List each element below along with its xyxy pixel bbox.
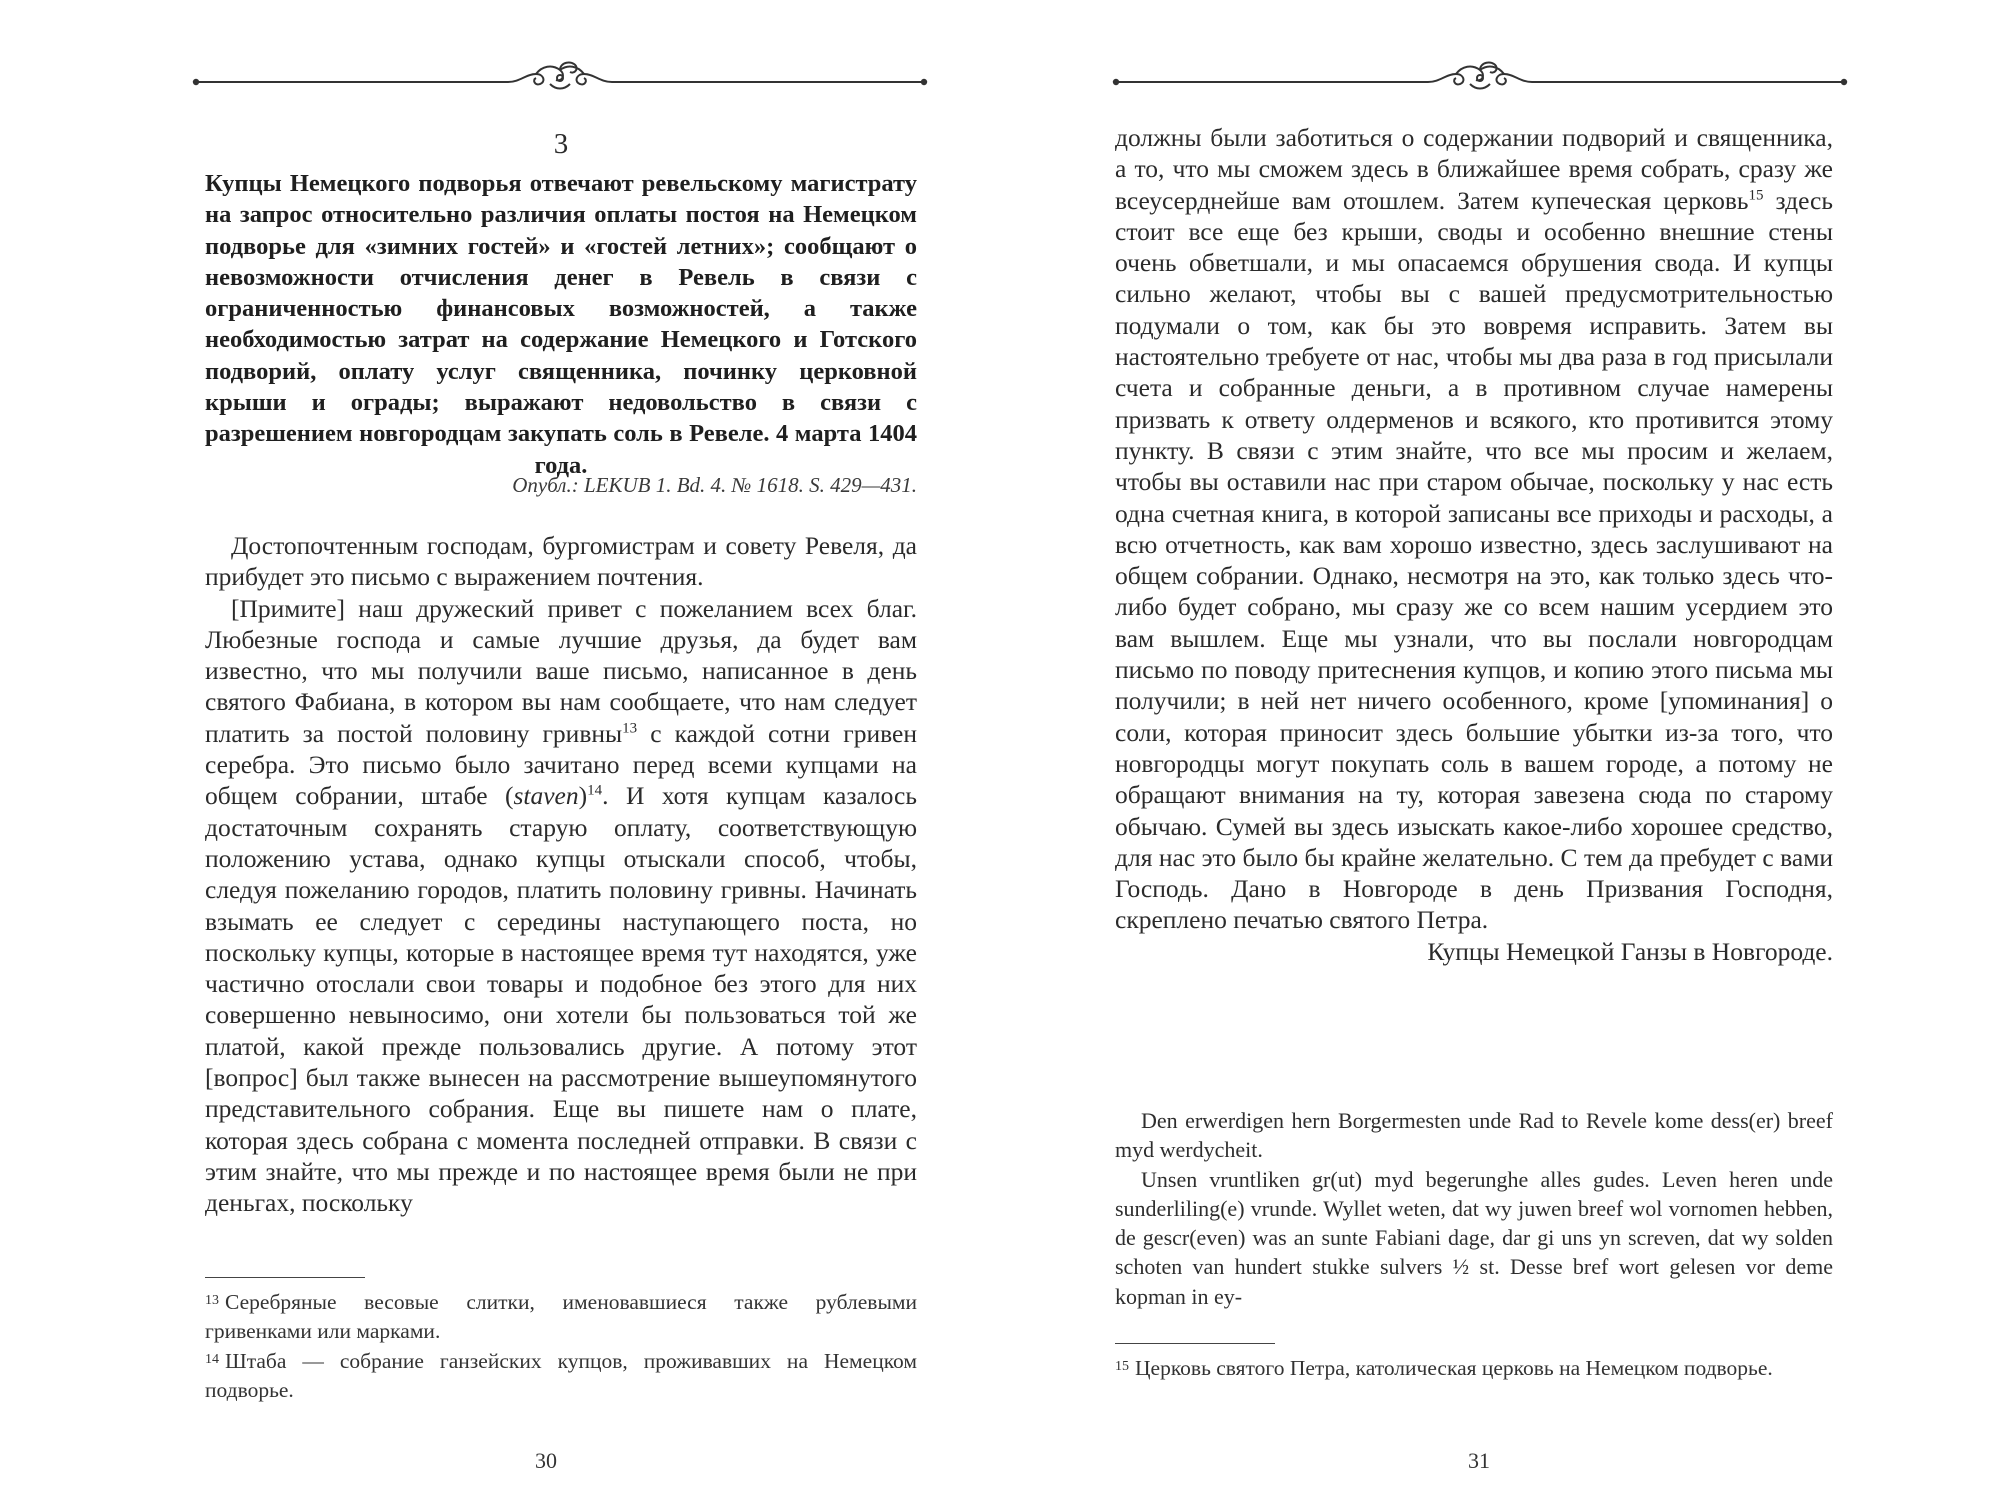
left-paragraph-1: Достопочтенным господам, бургомистрам и совету Ревеля, да прибудет это письмо с выражением почтения. [205,531,917,592]
left-paragraph-2-part-c: ) [578,781,588,811]
left-body-text [205,530,917,1219]
right-footnotes [1115,1354,1833,1383]
document-number: 3 [553,128,569,160]
footnote-15-number: 15 [1115,1359,1129,1374]
left-page-number: 30 [535,1448,557,1473]
header-ornament-right [1110,56,1850,100]
publication-source: Опубл.: LEKUB 1. Bd. 4. № 1618. S. 429—431. [512,473,917,497]
footnote-13 [205,1288,917,1345]
footnote-15-text: Церковь святого Петра, католическая церковь на Немецком подворье. [1135,1356,1773,1380]
footnote-ref-13[interactable]: 13 [622,720,638,737]
left-paragraph-2-staven: staven [513,781,579,811]
footnote-14-text: Штаба — собрание ганзейских купцов, проживавших на Немецком подворье. [205,1349,917,1402]
footnote-ref-14[interactable]: 14 [587,782,603,799]
left-footnote-rule [205,1277,365,1278]
original-text-paragraph-1: Den erwerdigen hern Borgermesten unde Rad to Revele kome dess(er) breef myd werdycheit. [1115,1108,1833,1163]
right-paragraph-1-part-b: здесь стоит все еще без крыши, своды и особенно внешние стены очень обветшали, и мы опасаемся обрушения свода. И купцы сильно желают, чтобы вы с вашей предусмотрительностью подумали о том, как бы это вовремя исправить. Затем вы настоятельно требуете от нас, чтобы мы два раза в год присылали счета и собранные деньги, а в противном случае намерены призвать к ответу олдерменов и всякого, кто противится этому пункту. В связи с этим знайте, что все мы просим и желаем, чтобы вы оставили нас при старом обычае, поскольку у нас есть одна счетная книга, в которой записаны все приходы и расходы, а всю отчетность, как вам хорошо известно, здесь заслушивают на общем собрании. Однако, несмотря на это, как только здесь что-либо будет собрано, мы сразу же со всем нашим усердием это вам вышлем. Еще мы узнали, что вы послали новгородцам письмо по поводу притеснения купцов, и копию этого письма мы получили; в ней нет ничего особенного, кроме [упоминания] о соли, которая приносит здесь большие убытки из-за того, что новгородцы могут покупать соль в вашем городе, а потому не обращают внимания на ту, которая завезена сюда по старому обычаю. Сумей вы здесь изыскать какое-либо хорошее средство, для нас это было бы крайне желательно. С тем да пребудет с вами Господь. Дано в Новгороде в день Призвания Господня, скреплено печатью святого Петра. [1115,185,1833,935]
footnote-14-number: 14 [205,1352,219,1367]
left-paragraph-2-part-b: с каждой сотни гривен серебра. Это письмо было зачитано перед всеми купцами на общем собрании, штабе ( [205,718,917,811]
right-paragraph-1 [1115,122,1833,936]
left-paragraph-2 [205,593,917,1219]
left-footnotes [205,1288,917,1404]
footnote-ref-15[interactable]: 15 [1748,187,1764,204]
signature-line: Купцы Немецкой Ганзы в Новгороде. [1427,936,1833,966]
footnote-15 [1115,1354,1833,1383]
left-paragraph-2-part-d: . И хотя купцам казалось достаточным сохранять старую оплату, соответствующую положению устава, однако купцы отыскали способ, чтобы, следуя пожеланию городов, платить половину гривны. Начинать взымать ее следует с середины наступающего поста, но поскольку купцы, которые в настоящее время тут находятся, уже частично отослали свои товары и подобное без этого для них совершенно невыносимо, они хотели бы пользоваться той же платой, какой прежде пользовались другие. А потому этот [вопрос] был также вынесен на рассмотрение вышеупомянутого представительного собрания. Еще вы пишете нам о плате, которая здесь собрана с момента последней отправки. В связи с этим знайте, что мы прежде и по настоящее время были не при деньгах, поскольку [205,781,917,1218]
left-paragraph-2-part-a: [Примите] наш дружеский привет с пожеланием всех благ. Любезные господа и самые лучшие друзья, да будет вам известно, что мы получили ваше письмо, написанное в день святого Фабиана, в котором вы нам сообщаете, что нам следует платить за постой половину гривны [205,593,917,748]
right-page-number: 31 [1468,1448,1490,1473]
right-body-text [1115,122,1833,967]
right-paragraph-1-part-a: должны были заботиться о содержании подворий и священника, а то, что мы сможем здесь в ближайшее время собрать, сразу же всеусерднейше вам отошлем. Затем купеческая церковь [1115,123,1833,215]
right-footnote-rule [1115,1343,1275,1344]
right-page [1000,0,2000,1507]
footnote-14 [205,1347,917,1404]
original-text-paragraph-2: Unsen vruntliken gr(ut) myd begerunghe alles gudes. Leven heren unde sunderliling(e) vrunde. Wyllet weten, dat wy juwen breef wol vornomen hebben, de gescr(even) was an sunte Fabiani dage, dar gi uns yn screven, dat wy solden schoten van hundert stukke sulvers ½ st. Desse bref wort gelesen vor deme kopman in ey- [1115,1166,1833,1309]
document-heading: Купцы Немецкого подворья отвечают ревельскому магистрату на запрос относительно различия оплаты постоя на Немецком подворье для «зимних гостей» и «гостей летних»; сообщают о невозможности отчисления денег в Ревель в связи с ограниченностью финансовых возможностей, а также необходимостью затрат на содержание Немецкого и Готского подворий, оплату услуг священника, починку церковной крыши и ограды; выражают недовольство в связи с разрешением новгородцам закупать соль в Ревеле. 4 марта 1404 года. [205,170,917,479]
footnote-13-text: Серебряные весовые слитки, именовавшиеся также рублевыми гривенками или марками. [205,1290,917,1343]
footnote-13-number: 13 [205,1293,219,1308]
header-ornament-left [190,56,930,100]
original-text-block [1115,1106,1833,1311]
